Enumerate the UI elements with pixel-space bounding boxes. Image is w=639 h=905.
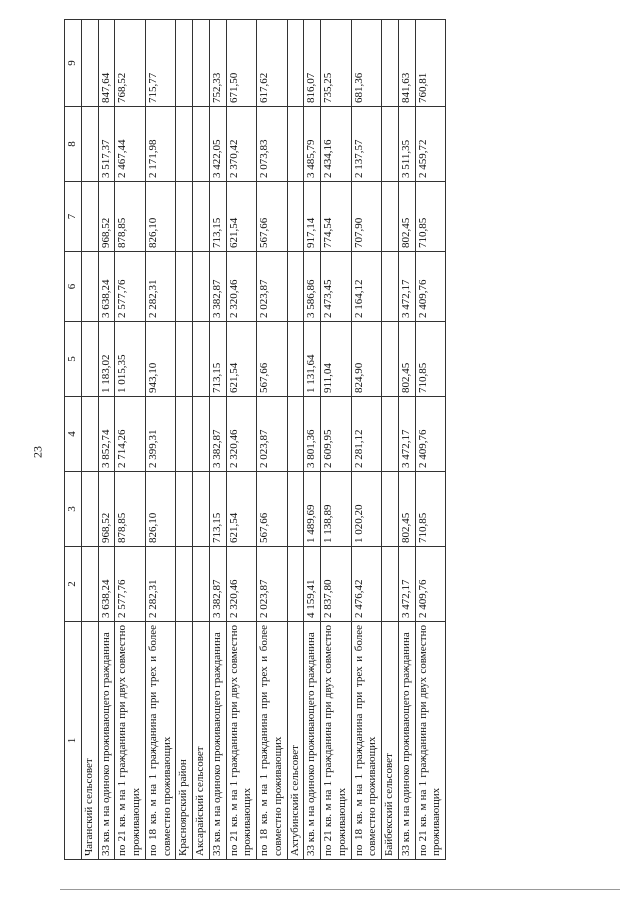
column-header: 6	[65, 252, 82, 322]
row-label: по 18 кв. м на 1 гражданина при трех и более совместно проживающих	[145, 622, 176, 860]
value-cell: 760,81	[415, 20, 446, 107]
value-cell: 715,77	[145, 20, 176, 107]
value-cell: 567,66	[257, 322, 288, 397]
row-label: по 18 кв. м на 1 гражданина при трех и более совместно проживающих	[351, 622, 382, 860]
empty-cell	[81, 20, 98, 107]
empty-cell	[193, 252, 210, 322]
table-row	[398, 20, 415, 860]
section-title: Байбекский сельсовет	[382, 622, 399, 860]
rotated-table-container	[64, 40, 446, 860]
value-cell: 802,45	[398, 322, 415, 397]
row-label: по 21 кв. м на 1 гражданина при двух совместно проживающих	[415, 622, 446, 860]
empty-cell	[81, 182, 98, 252]
value-cell: 2 171,98	[145, 107, 176, 182]
value-cell: 3 472,17	[398, 252, 415, 322]
value-cell: 2 473,45	[321, 252, 352, 322]
empty-cell	[382, 182, 399, 252]
value-cell: 768,52	[115, 20, 146, 107]
table-row	[209, 20, 226, 860]
value-cell: 2 320,46	[226, 252, 257, 322]
table-row	[145, 20, 176, 860]
empty-cell	[176, 20, 193, 107]
empty-cell	[176, 322, 193, 397]
empty-cell	[81, 472, 98, 547]
row-label: 33 кв. м на одиноко проживающего гражданина	[98, 622, 115, 860]
table-body	[81, 20, 445, 860]
row-label: по 18 кв. м на 1 гражданина при трех и более совместно проживающих	[257, 622, 288, 860]
value-cell: 826,10	[145, 182, 176, 252]
value-cell: 3 517,37	[98, 107, 115, 182]
table-row	[351, 20, 382, 860]
value-cell: 1 015,35	[115, 322, 146, 397]
value-cell: 2 467,44	[115, 107, 146, 182]
value-cell: 671,50	[226, 20, 257, 107]
value-cell: 735,25	[321, 20, 352, 107]
table-row	[257, 20, 288, 860]
value-cell: 710,85	[415, 472, 446, 547]
column-header: 9	[65, 20, 82, 107]
empty-cell	[287, 322, 304, 397]
value-cell: 2 023,87	[257, 252, 288, 322]
value-cell: 707,90	[351, 182, 382, 252]
value-cell: 824,90	[351, 322, 382, 397]
value-cell: 878,85	[115, 182, 146, 252]
empty-cell	[193, 472, 210, 547]
value-cell: 2 476,42	[351, 547, 382, 622]
value-cell: 2 320,46	[226, 547, 257, 622]
empty-cell	[287, 20, 304, 107]
column-header: 2	[65, 547, 82, 622]
value-cell: 713,15	[209, 472, 226, 547]
empty-cell	[287, 472, 304, 547]
empty-cell	[287, 547, 304, 622]
value-cell: 802,45	[398, 182, 415, 252]
table-row	[115, 20, 146, 860]
empty-cell	[176, 107, 193, 182]
section-title: Ахтубинский сельсовет	[287, 622, 304, 860]
row-label: по 21 кв. м на 1 гражданина при двух совместно проживающих	[226, 622, 257, 860]
value-cell: 943,10	[145, 322, 176, 397]
empty-cell	[287, 182, 304, 252]
value-cell: 617,62	[257, 20, 288, 107]
value-cell: 774,54	[321, 182, 352, 252]
value-cell: 3 472,17	[398, 547, 415, 622]
value-cell: 3 801,36	[304, 397, 321, 472]
value-cell: 4 159,41	[304, 547, 321, 622]
section-title: Чаганский сельсовет	[81, 622, 98, 860]
empty-cell	[382, 20, 399, 107]
value-cell: 710,85	[415, 182, 446, 252]
section-title: Красноярский район	[176, 622, 193, 860]
table-row	[226, 20, 257, 860]
value-cell: 917,14	[304, 182, 321, 252]
empty-cell	[382, 547, 399, 622]
empty-cell	[176, 472, 193, 547]
value-cell: 2 837,80	[321, 547, 352, 622]
value-cell: 2 409,76	[415, 397, 446, 472]
table-row	[98, 20, 115, 860]
value-cell: 802,45	[398, 472, 415, 547]
value-cell: 3 638,24	[98, 252, 115, 322]
empty-cell	[81, 397, 98, 472]
empty-cell	[287, 252, 304, 322]
value-cell: 3 586,86	[304, 252, 321, 322]
value-cell: 621,54	[226, 182, 257, 252]
value-cell: 2 320,46	[226, 397, 257, 472]
row-label: 33 кв. м на одиноко проживающего гражданина	[209, 622, 226, 860]
value-cell: 2 137,57	[351, 107, 382, 182]
housing-cost-table	[64, 19, 446, 860]
empty-cell	[176, 182, 193, 252]
empty-cell	[382, 107, 399, 182]
column-header: 4	[65, 397, 82, 472]
column-header: 3	[65, 472, 82, 547]
value-cell: 567,66	[257, 472, 288, 547]
value-cell: 567,66	[257, 182, 288, 252]
empty-cell	[382, 322, 399, 397]
empty-cell	[176, 547, 193, 622]
header-row	[65, 20, 82, 860]
empty-cell	[193, 397, 210, 472]
value-cell: 847,64	[98, 20, 115, 107]
value-cell: 713,15	[209, 322, 226, 397]
empty-cell	[81, 547, 98, 622]
value-cell: 816,07	[304, 20, 321, 107]
value-cell: 713,15	[209, 182, 226, 252]
value-cell: 2 282,31	[145, 252, 176, 322]
table-row	[321, 20, 352, 860]
value-cell: 2 399,31	[145, 397, 176, 472]
value-cell: 621,54	[226, 472, 257, 547]
table-row	[415, 20, 446, 860]
empty-cell	[382, 252, 399, 322]
value-cell: 1 489,69	[304, 472, 321, 547]
value-cell: 968,52	[98, 472, 115, 547]
value-cell: 911,04	[321, 322, 352, 397]
value-cell: 3 382,87	[209, 397, 226, 472]
empty-cell	[176, 252, 193, 322]
empty-cell	[193, 182, 210, 252]
value-cell: 2 281,12	[351, 397, 382, 472]
value-cell: 2 073,83	[257, 107, 288, 182]
value-cell: 841,63	[398, 20, 415, 107]
column-header: 8	[65, 107, 82, 182]
value-cell: 2 409,76	[415, 547, 446, 622]
value-cell: 3 511,35	[398, 107, 415, 182]
row-label: 33 кв. м на одиноко проживающего гражданина	[304, 622, 321, 860]
value-cell: 826,10	[145, 472, 176, 547]
row-label: по 21 кв. м на 1 гражданина при двух совместно проживающих	[115, 622, 146, 860]
column-header: 1	[65, 622, 82, 860]
empty-cell	[193, 547, 210, 622]
row-label: по 21 кв. м на 1 гражданина при двух совместно проживающих	[321, 622, 352, 860]
value-cell: 2 434,16	[321, 107, 352, 182]
section-row	[193, 20, 210, 860]
section-row	[287, 20, 304, 860]
section-row	[81, 20, 98, 860]
value-cell: 878,85	[115, 472, 146, 547]
value-cell: 2 577,76	[115, 547, 146, 622]
empty-cell	[287, 397, 304, 472]
value-cell: 2 282,31	[145, 547, 176, 622]
value-cell: 968,52	[98, 182, 115, 252]
value-cell: 1 183,02	[98, 322, 115, 397]
table-row	[304, 20, 321, 860]
value-cell: 2 409,76	[415, 252, 446, 322]
empty-cell	[382, 472, 399, 547]
column-header: 7	[65, 182, 82, 252]
empty-cell	[193, 107, 210, 182]
section-row	[176, 20, 193, 860]
row-label: 33 кв. м на одиноко проживающего гражданина	[398, 622, 415, 860]
value-cell: 2 459,72	[415, 107, 446, 182]
value-cell: 2 370,42	[226, 107, 257, 182]
value-cell: 2 164,12	[351, 252, 382, 322]
value-cell: 3 472,17	[398, 397, 415, 472]
value-cell: 681,36	[351, 20, 382, 107]
empty-cell	[81, 252, 98, 322]
value-cell: 1 020,20	[351, 472, 382, 547]
empty-cell	[193, 322, 210, 397]
value-cell: 3 382,87	[209, 547, 226, 622]
value-cell: 2 609,95	[321, 397, 352, 472]
value-cell: 3 485,79	[304, 107, 321, 182]
value-cell: 3 382,87	[209, 252, 226, 322]
footer-divider	[60, 889, 620, 890]
value-cell: 1 131,64	[304, 322, 321, 397]
empty-cell	[193, 20, 210, 107]
value-cell: 710,85	[415, 322, 446, 397]
column-header: 5	[65, 322, 82, 397]
section-title: Аксарайский сельсовет	[193, 622, 210, 860]
value-cell: 2 577,76	[115, 252, 146, 322]
value-cell: 2 023,87	[257, 397, 288, 472]
empty-cell	[176, 397, 193, 472]
value-cell: 2 023,87	[257, 547, 288, 622]
page-number: 23	[30, 446, 45, 458]
value-cell: 2 714,26	[115, 397, 146, 472]
value-cell: 621,54	[226, 322, 257, 397]
value-cell: 3 852,74	[98, 397, 115, 472]
value-cell: 3 638,24	[98, 547, 115, 622]
empty-cell	[382, 397, 399, 472]
value-cell: 3 422,05	[209, 107, 226, 182]
empty-cell	[287, 107, 304, 182]
value-cell: 1 138,89	[321, 472, 352, 547]
section-row	[382, 20, 399, 860]
value-cell: 752,33	[209, 20, 226, 107]
empty-cell	[81, 107, 98, 182]
empty-cell	[81, 322, 98, 397]
